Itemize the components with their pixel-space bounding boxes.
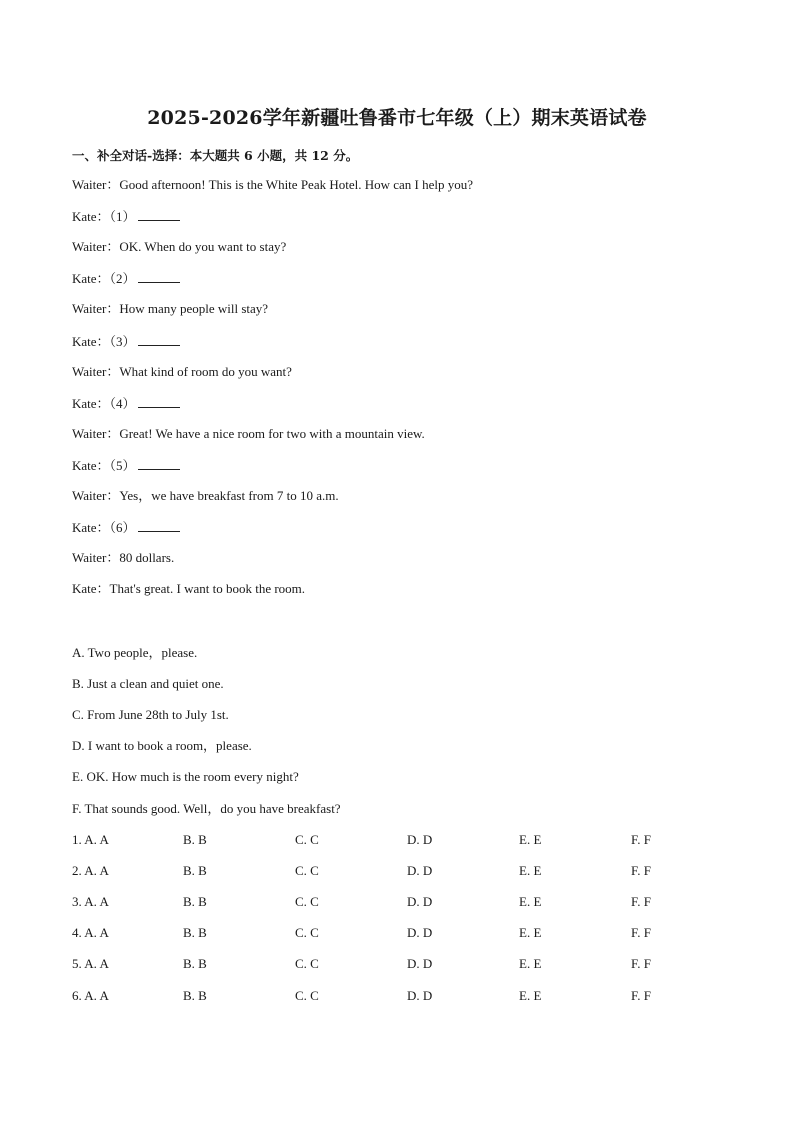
speaker-label: Waiter： [72,488,120,503]
answer-blank[interactable] [138,457,180,470]
blank-number: （4） [109,395,136,411]
choice-option[interactable]: C. C [295,863,319,879]
answer-blank[interactable] [138,333,180,346]
choice-option[interactable]: D. D [407,987,433,1003]
choice-option[interactable]: 3. A. A [72,894,109,910]
dialogue-line [72,581,305,597]
choice-option[interactable]: E. E [519,894,542,910]
choice-option[interactable]: D. D [407,956,433,972]
choice-option[interactable]: E. E [519,956,542,972]
choice-option[interactable]: D. D [407,894,433,910]
speaker-label: Kate： [72,520,110,536]
choice-option[interactable]: 6. A. A [72,987,109,1003]
choice-option[interactable]: F. F [631,894,651,910]
dialogue-text: Yes，we have breakfast from 7 to 10 a.m. [119,488,339,503]
speaker-label: Kate： [72,395,110,411]
blank-number: （5） [109,457,136,473]
choice-option[interactable]: 2. A. A [72,863,109,879]
choice-option[interactable]: D. D [407,863,433,879]
choice-option[interactable]: E. E [519,925,542,941]
dialogue-line [72,426,425,442]
choice-option[interactable]: C. C [295,956,319,972]
dialogue-text: What kind of room do you want? [119,363,292,379]
choice-option[interactable]: B. B [183,863,207,879]
blank-number: （3） [109,333,136,349]
choice-option[interactable]: 4. A. A [72,925,109,941]
choice-option[interactable]: C. C [295,987,319,1003]
dialogue-line [72,457,180,474]
blank-number: （2） [109,271,136,287]
speaker-label: Kate： [72,271,110,287]
dialogue-line [72,550,174,566]
choice-option[interactable]: B. B [183,956,207,972]
speaker-label: Waiter： [72,177,120,192]
option-item: B. Just a clean and quiet one. [72,676,224,692]
question-row [72,863,732,879]
speaker-label: Waiter： [72,239,120,255]
answer-blank[interactable] [138,519,180,532]
choice-option[interactable]: C. C [295,894,319,910]
option-item: D. I want to book a room，please. [72,738,252,754]
dialogue-text: How many people will stay? [119,301,269,317]
choice-option[interactable]: F. F [631,863,651,879]
speaker-label: Kate： [72,209,110,225]
option-item: C. From June 28th to July 1st. [72,707,229,723]
answer-blank[interactable] [138,395,180,408]
question-row [72,956,732,972]
speaker-label: Kate： [72,457,110,473]
dialogue-line [72,519,180,536]
dialogue-text: That's great. I want to book the room. [109,581,306,597]
dialogue-line [72,239,286,255]
choice-option[interactable]: E. E [519,832,542,847]
dialogue-line [72,301,268,317]
choice-option[interactable]: E. E [519,863,542,879]
choice-option[interactable]: C. C [295,925,319,941]
dialogue-text: 80 dollars. [119,550,175,566]
page-title: 2025-2026学年新疆吐鲁番市七年级（上）期末英语试卷 [147,107,647,129]
question-row [72,925,732,941]
speaker-label: Waiter： [72,301,120,317]
question-row [72,894,732,910]
section-heading: 一、补全对话-选择：本大题共 6 小题，共 12 分。 [72,148,359,163]
dialogue-line [72,333,180,350]
speaker-label: Waiter： [72,425,120,441]
choice-option[interactable]: B. B [183,832,207,847]
answer-blank[interactable] [138,208,180,221]
speaker-label: Kate： [72,581,110,597]
choice-option[interactable]: D. D [407,925,433,941]
blank-number: （1） [109,209,136,225]
choice-option[interactable]: F. F [631,956,651,972]
dialogue-line [72,270,180,287]
speaker-label: Kate： [72,333,110,349]
choice-option[interactable]: E. E [519,987,542,1003]
choice-option[interactable]: 5. A. A [72,956,109,972]
dialogue-line [72,488,339,504]
choice-option[interactable]: F. F [631,832,651,847]
choice-option[interactable]: 1. A. A [72,832,109,847]
dialogue-text: Good afternoon! This is the White Peak Hotel. How can I help you? [119,177,474,192]
option-item: E. OK. How much is the room every night? [72,769,299,785]
choice-option[interactable]: F. F [631,925,651,941]
dialogue-line [72,395,180,412]
option-item: F. That sounds good. Well，do you have breakfast? [72,800,341,816]
choice-option[interactable]: B. B [183,925,207,941]
blank-number: （6） [109,520,136,536]
dialogue-line [72,208,180,225]
choice-option[interactable]: C. C [295,832,319,847]
dialogue-line [72,177,473,193]
dialogue-text: OK. When do you want to stay? [119,239,287,255]
choice-option[interactable]: D. D [407,832,433,847]
choice-option[interactable]: B. B [183,987,207,1003]
answer-blank[interactable] [138,270,180,283]
dialogue-text: Great! We have a nice room for two with a mountain view. [119,425,425,441]
choice-option[interactable]: B. B [183,894,207,910]
question-row [72,988,732,1004]
dialogue-line [72,364,292,380]
speaker-label: Waiter： [72,550,120,566]
choice-option[interactable]: F. F [631,987,651,1003]
option-item: A. Two people，please. [72,645,198,660]
question-row [72,832,732,848]
speaker-label: Waiter： [72,363,120,379]
